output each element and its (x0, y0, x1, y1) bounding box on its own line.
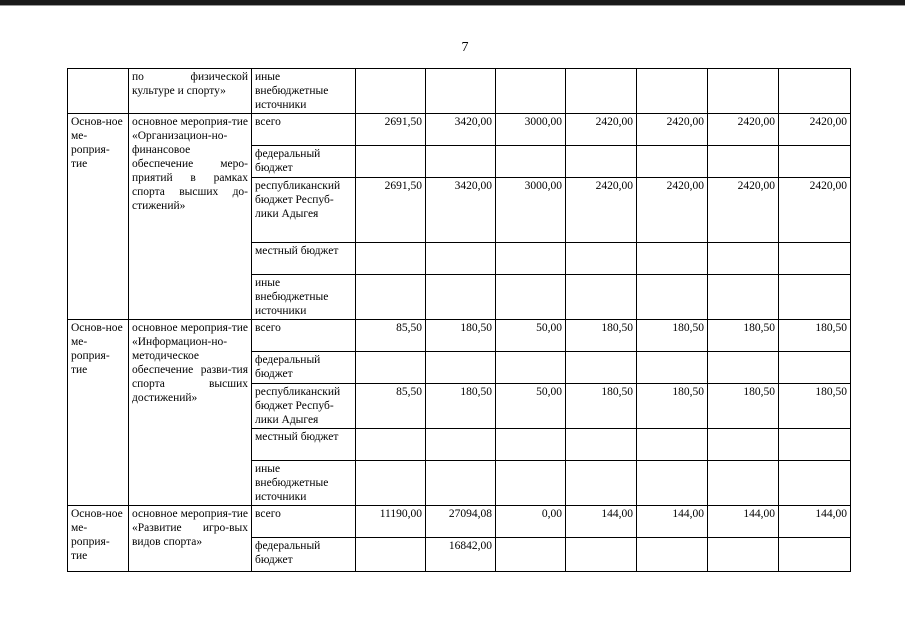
amount-cell: 3420,00 (426, 178, 496, 243)
amount-cell (566, 538, 637, 572)
amount-cell: 2420,00 (779, 114, 851, 146)
amount-cell (779, 538, 851, 572)
amount-cell: 2420,00 (708, 114, 779, 146)
amount-cell (496, 69, 566, 114)
table-row (68, 506, 851, 538)
amount-cell (779, 352, 851, 384)
amount-cell: 180,50 (779, 320, 851, 352)
amount-cell: 0,00 (496, 506, 566, 538)
amount-cell (496, 461, 566, 506)
scan-edge-shadow (0, 5, 905, 6)
amount-cell (426, 69, 496, 114)
amount-cell (779, 461, 851, 506)
amount-cell: 2691,50 (356, 114, 426, 146)
amount-cell: 144,00 (708, 506, 779, 538)
amount-cell (426, 429, 496, 461)
amount-cell (426, 275, 496, 320)
activity-type-cell: Основ-ное ме-роприя-тие (68, 506, 129, 572)
amount-cell (496, 352, 566, 384)
amount-cell (496, 275, 566, 320)
amount-cell (426, 352, 496, 384)
table-row (68, 114, 851, 146)
budget-table (67, 68, 851, 572)
amount-cell (637, 243, 708, 275)
amount-cell (708, 538, 779, 572)
amount-cell (708, 429, 779, 461)
amount-cell: 144,00 (566, 506, 637, 538)
amount-cell (708, 275, 779, 320)
amount-cell (356, 275, 426, 320)
amount-cell: 2420,00 (637, 114, 708, 146)
amount-cell: 3000,00 (496, 114, 566, 146)
amount-cell: 2420,00 (779, 178, 851, 243)
amount-cell: 2420,00 (708, 178, 779, 243)
activity-name-cell: основное мероприя-тие «Организацион-но-финансовое обеспечение меро-приятий в рамках спорта высших до-стижений» (129, 114, 252, 320)
amount-cell (566, 461, 637, 506)
budget-table-body (68, 69, 851, 572)
amount-cell (779, 275, 851, 320)
amount-cell (566, 275, 637, 320)
amount-cell: 180,50 (708, 320, 779, 352)
page-number: 7 (461, 40, 469, 55)
amount-cell (708, 69, 779, 114)
amount-cell: 16842,00 (426, 538, 496, 572)
amount-cell: 180,50 (426, 320, 496, 352)
amount-cell: 3000,00 (496, 178, 566, 243)
amount-cell (708, 352, 779, 384)
amount-cell (356, 461, 426, 506)
funding-source-cell: всего (252, 114, 356, 146)
amount-cell (566, 69, 637, 114)
amount-cell: 180,50 (708, 384, 779, 429)
amount-cell: 144,00 (637, 506, 708, 538)
amount-cell (426, 146, 496, 178)
funding-source-cell: местный бюджет (252, 429, 356, 461)
amount-cell: 85,50 (356, 384, 426, 429)
amount-cell: 180,50 (566, 384, 637, 429)
amount-cell (637, 146, 708, 178)
activity-type-cell: Основ-ное ме-роприя-тие (68, 320, 129, 506)
activity-name-cell: по физической культуре и спорту» (129, 69, 252, 114)
amount-cell (637, 429, 708, 461)
amount-cell (708, 146, 779, 178)
activity-type-cell (68, 69, 129, 114)
amount-cell (637, 69, 708, 114)
amount-cell: 2420,00 (566, 114, 637, 146)
amount-cell (496, 146, 566, 178)
funding-source-cell: республиканский бюджет Респуб-лики Адыгея (252, 384, 356, 429)
amount-cell: 50,00 (496, 320, 566, 352)
amount-cell (637, 461, 708, 506)
amount-cell (356, 538, 426, 572)
amount-cell (708, 243, 779, 275)
amount-cell (566, 429, 637, 461)
amount-cell: 11190,00 (356, 506, 426, 538)
amount-cell (566, 352, 637, 384)
amount-cell: 2420,00 (637, 178, 708, 243)
amount-cell (496, 243, 566, 275)
amount-cell (637, 352, 708, 384)
amount-cell (637, 538, 708, 572)
funding-source-cell: местный бюджет (252, 243, 356, 275)
amount-cell: 27094,08 (426, 506, 496, 538)
funding-source-cell: иные внебюджетные источники (252, 461, 356, 506)
table-row (68, 69, 851, 114)
amount-cell (496, 538, 566, 572)
amount-cell (566, 146, 637, 178)
funding-source-cell: федеральный бюджет (252, 146, 356, 178)
amount-cell: 180,50 (566, 320, 637, 352)
amount-cell (356, 429, 426, 461)
table-row (68, 320, 851, 352)
amount-cell: 2420,00 (566, 178, 637, 243)
activity-name-cell: основное мероприя-тие «Информацион-но-методическое обеспечение разви-тия спорта высших достижений» (129, 320, 252, 506)
amount-cell: 85,50 (356, 320, 426, 352)
amount-cell: 180,50 (637, 320, 708, 352)
funding-source-cell: иные внебюджетные источники (252, 275, 356, 320)
amount-cell (356, 146, 426, 178)
amount-cell: 144,00 (779, 506, 851, 538)
amount-cell (566, 243, 637, 275)
amount-cell: 180,50 (779, 384, 851, 429)
amount-cell (779, 69, 851, 114)
funding-source-cell: республиканский бюджет Респуб-лики Адыгея (252, 178, 356, 243)
funding-source-cell: федеральный бюджет (252, 352, 356, 384)
amount-cell: 180,50 (426, 384, 496, 429)
amount-cell (637, 275, 708, 320)
amount-cell: 2691,50 (356, 178, 426, 243)
activity-name-cell: основное мероприя-тие «Развитие игро-вых видов спорта» (129, 506, 252, 572)
amount-cell (356, 243, 426, 275)
amount-cell (496, 429, 566, 461)
funding-source-cell: федеральный бюджет (252, 538, 356, 572)
amount-cell (356, 352, 426, 384)
funding-source-cell: всего (252, 320, 356, 352)
amount-cell (426, 461, 496, 506)
funding-source-cell: всего (252, 506, 356, 538)
funding-source-cell: иные внебюджетные источники (252, 69, 356, 114)
amount-cell (708, 461, 779, 506)
amount-cell: 3420,00 (426, 114, 496, 146)
activity-type-cell: Основ-ное ме-роприя-тие (68, 114, 129, 320)
amount-cell: 50,00 (496, 384, 566, 429)
amount-cell: 180,50 (637, 384, 708, 429)
amount-cell (426, 243, 496, 275)
amount-cell (779, 243, 851, 275)
amount-cell (779, 146, 851, 178)
amount-cell (356, 69, 426, 114)
amount-cell (779, 429, 851, 461)
